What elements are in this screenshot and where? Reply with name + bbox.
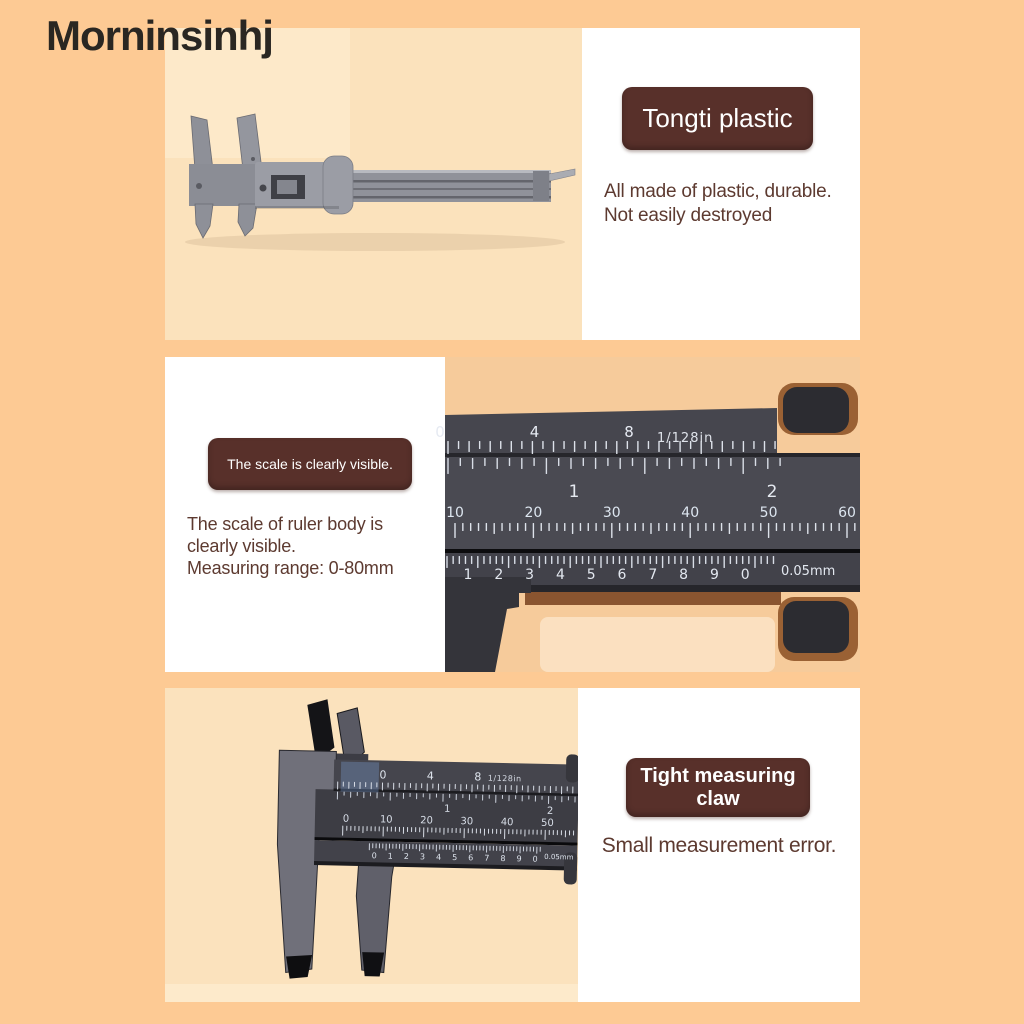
svg-text:3: 3 (525, 567, 535, 583)
svg-text:6: 6 (617, 567, 627, 583)
svg-text:8: 8 (679, 567, 689, 583)
svg-text:4: 4 (555, 567, 565, 583)
claw-copy (586, 834, 852, 858)
scale-line-3: Measuring range: 0-80mm (187, 558, 394, 578)
svg-text:2: 2 (494, 567, 504, 583)
svg-text:7: 7 (484, 853, 490, 863)
end-cap-bottom (783, 601, 849, 653)
bg-highlight (540, 617, 775, 672)
svg-text:1: 1 (443, 803, 451, 815)
caliper-shadow (185, 233, 565, 251)
scale-line-2: clearly visible. (187, 536, 296, 556)
svg-text:20: 20 (420, 815, 434, 827)
svg-text:20: 20 (524, 505, 543, 521)
scale-closeup-illustration (435, 357, 860, 672)
svg-text:2: 2 (403, 851, 410, 862)
svg-text:9: 9 (516, 854, 522, 864)
screw (251, 157, 255, 161)
slider-shade (255, 206, 339, 209)
seam-line (445, 453, 860, 457)
copper-reflection (525, 592, 781, 605)
text-panel-scale (165, 357, 445, 672)
beam-face (315, 789, 579, 844)
svg-text:10: 10 (379, 814, 393, 826)
svg-text:2: 2 (766, 482, 778, 502)
photo-panel-scale-closeup (435, 357, 860, 672)
vernier-unit: 0.05mm (781, 564, 836, 579)
svg-text:50: 50 (759, 505, 778, 521)
text-panel-material (582, 28, 860, 340)
svg-text:0: 0 (740, 567, 750, 583)
svg-text:30: 30 (602, 505, 621, 521)
svg-text:8: 8 (474, 770, 482, 784)
text-panel-claw (578, 688, 860, 1002)
svg-text:40: 40 (681, 505, 700, 521)
svg-text:7: 7 (648, 567, 658, 583)
svg-text:0: 0 (371, 851, 377, 861)
svg-text:0: 0 (379, 768, 387, 782)
scale-copy (187, 513, 437, 579)
claw-closeup-illustration (165, 688, 578, 1002)
svg-text:8: 8 (500, 853, 506, 864)
svg-text:0: 0 (532, 854, 538, 864)
svg-text:1: 1 (463, 567, 473, 583)
badge-material: Tongti plastic (622, 87, 813, 150)
svg-text:1: 1 (568, 482, 580, 502)
svg-text:4: 4 (435, 852, 442, 862)
slider-window-tab (277, 180, 297, 194)
beam-end-cap (533, 171, 549, 201)
caliper-full-illustration (165, 28, 582, 340)
end-cap-top (783, 387, 849, 433)
watermark-brand: Morninsinhj (46, 12, 273, 59)
badge-scale: The scale is clearly visible. (208, 438, 412, 490)
svg-text:8: 8 (624, 423, 634, 441)
photo-panel-claw-closeup (165, 688, 578, 1002)
thumb-tab (323, 156, 353, 214)
slider-screw (260, 185, 267, 192)
svg-text:0: 0 (342, 813, 350, 825)
svg-text:40: 40 (500, 816, 514, 829)
svg-text:4: 4 (529, 423, 540, 441)
scale-line-1: The scale of ruler body is (187, 514, 383, 534)
beam-face (445, 455, 860, 553)
svg-text:9: 9 (709, 567, 719, 583)
inch-vernier-unit: 1/128in (487, 773, 522, 784)
svg-text:10: 10 (446, 505, 464, 521)
inch-vernier-unit: 1/128in (657, 431, 714, 446)
photo-panel-caliper-full (165, 28, 582, 340)
svg-text:30: 30 (460, 816, 474, 828)
material-line-1: All made of plastic, durable. (604, 181, 832, 202)
badge-claw: Tight measuring claw (626, 758, 810, 817)
svg-text:2: 2 (546, 805, 554, 818)
svg-text:50: 50 (540, 817, 554, 830)
svg-text:60: 60 (838, 505, 856, 521)
svg-text:5: 5 (586, 567, 596, 583)
svg-text:5: 5 (452, 852, 458, 863)
material-copy (604, 180, 854, 228)
claw-line-1: Small measurement error. (601, 834, 837, 857)
svg-text:0: 0 (435, 423, 445, 441)
bg-floor-highlight (165, 984, 578, 1002)
svg-text:4: 4 (426, 769, 435, 783)
svg-text:1: 1 (387, 851, 393, 861)
vernier-unit: 0.05mm (544, 852, 574, 862)
svg-text:3: 3 (419, 852, 426, 862)
material-line-2: Not easily destroyed (604, 205, 773, 226)
svg-text:6: 6 (468, 853, 474, 863)
screw (196, 183, 202, 189)
